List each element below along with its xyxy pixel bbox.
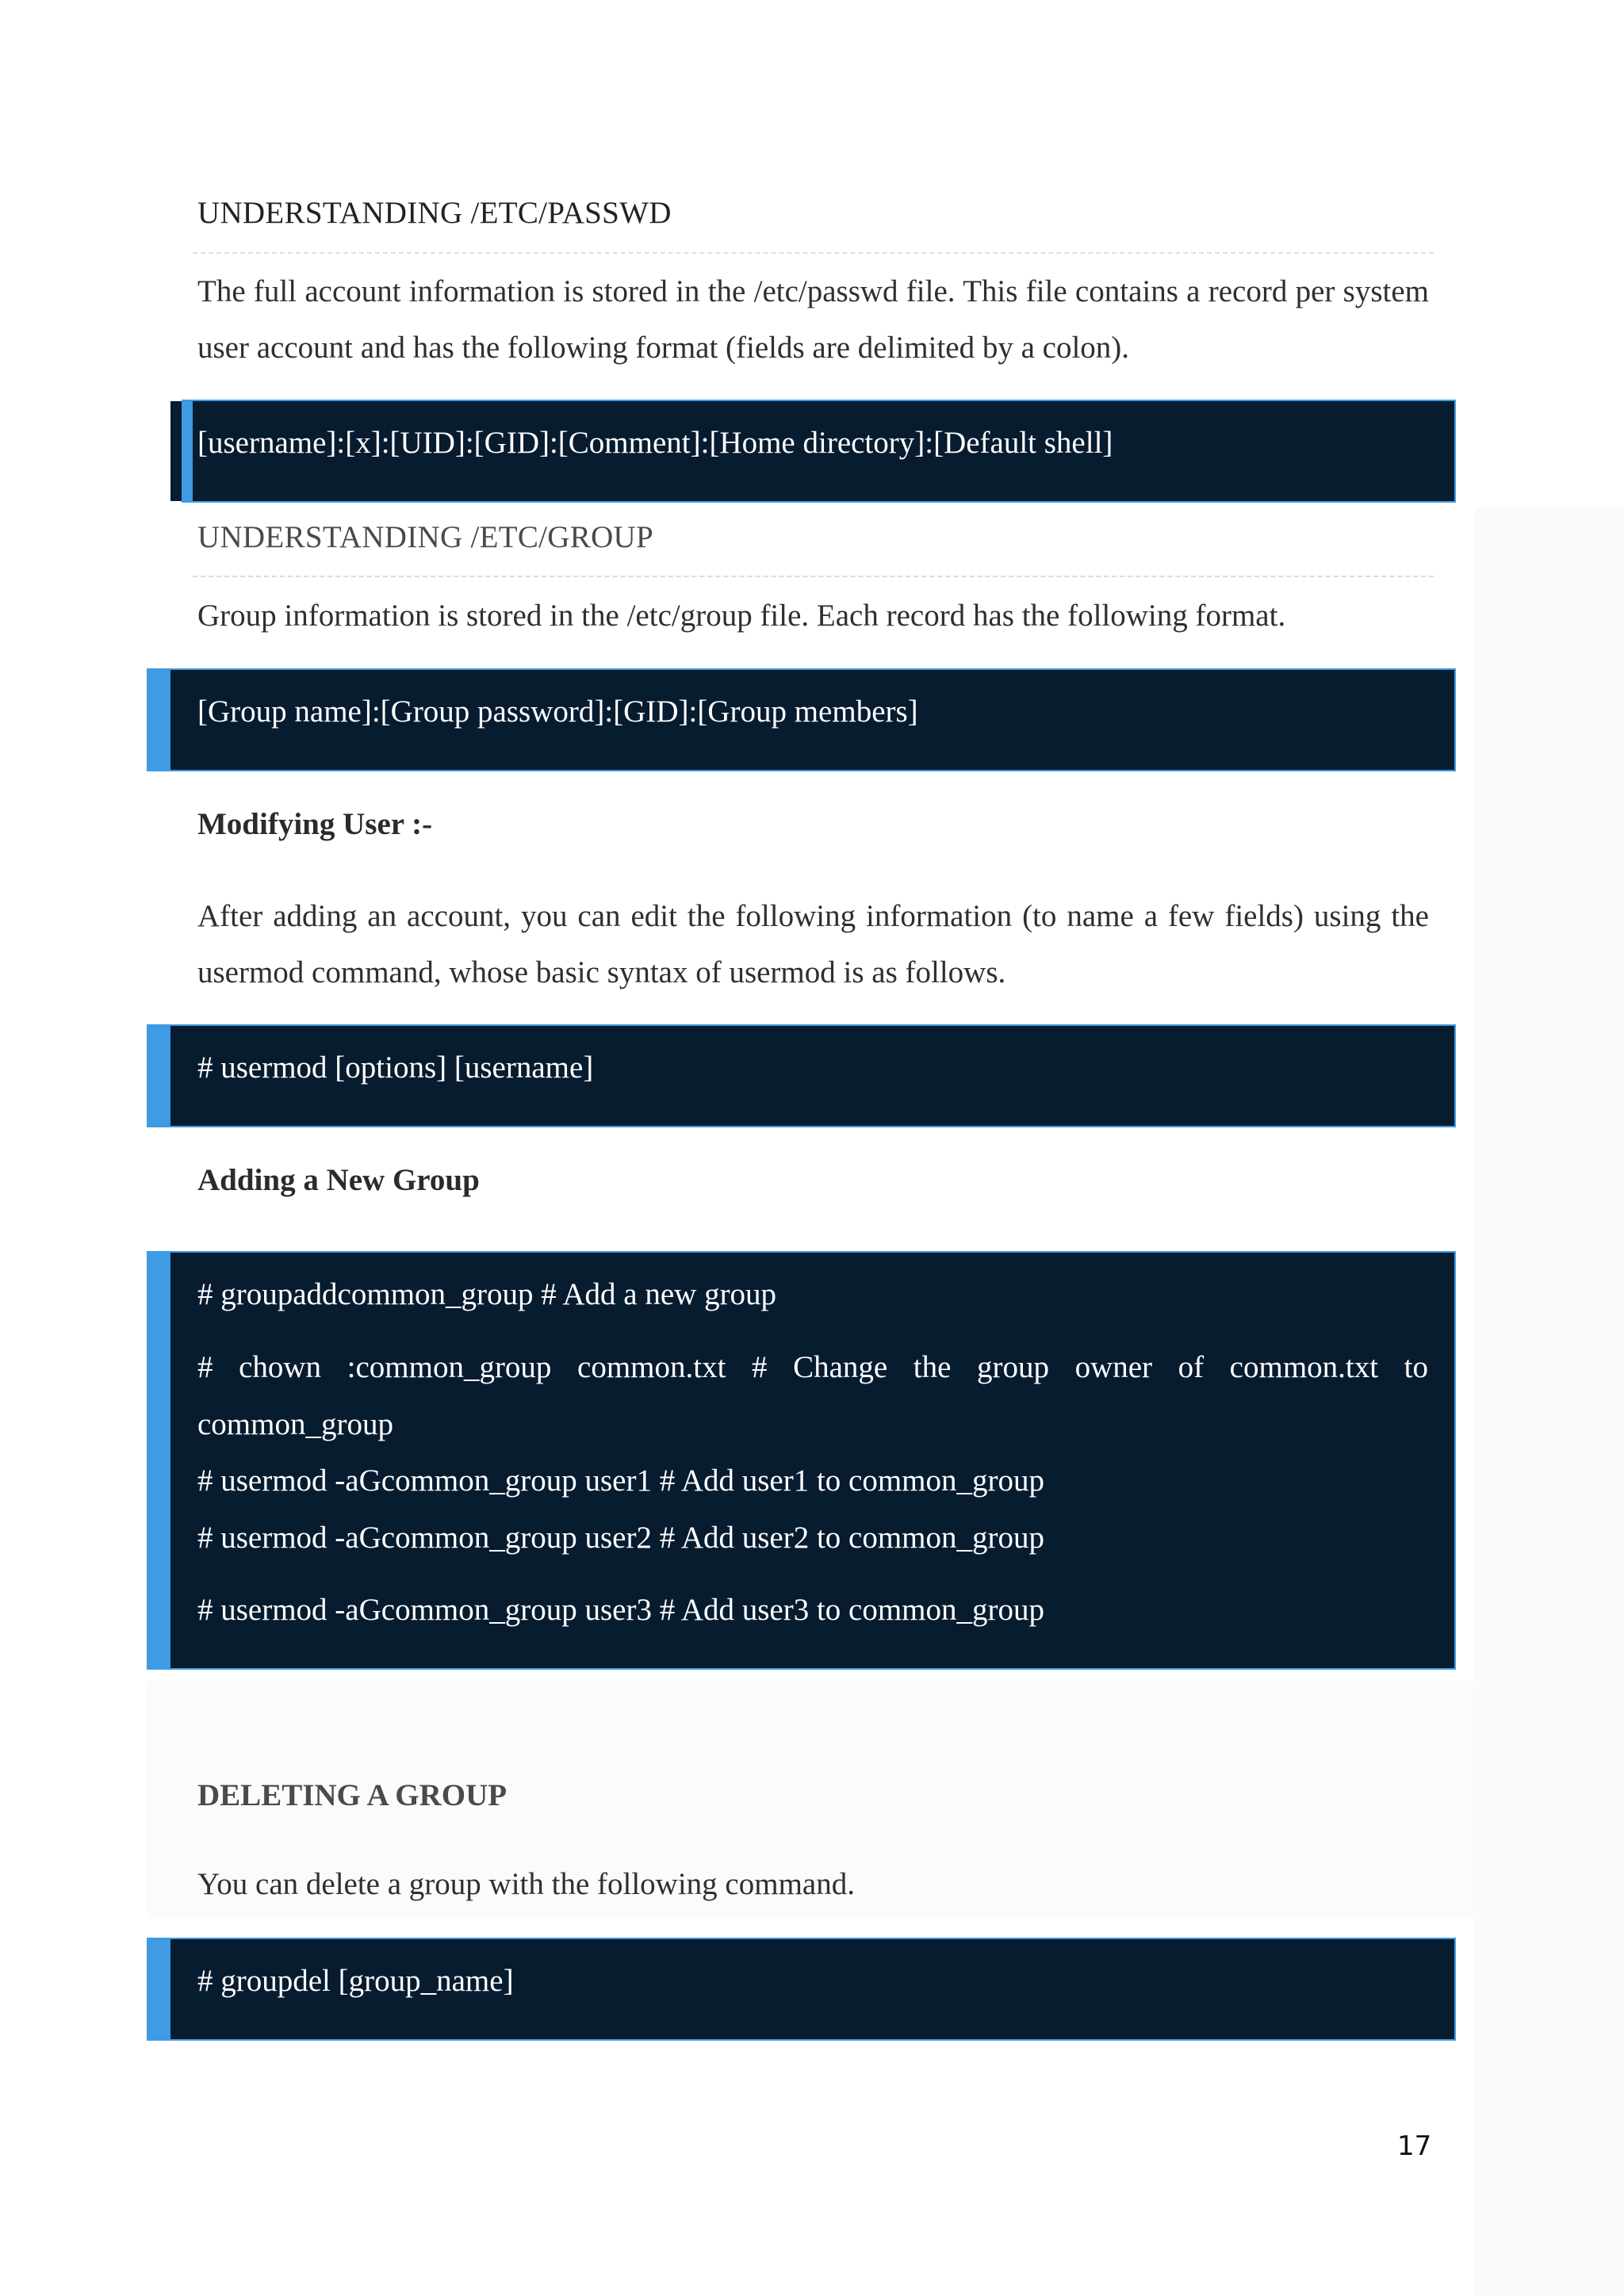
code-line-2: # chown :common_group common.txt # Change the group owner of common.txt to [197, 1350, 1428, 1384]
code-line-5: # usermod -aGcommon_group user2 # Add user2 to common_group [197, 1521, 1045, 1555]
groupdel-code-accent-bar [147, 1938, 170, 2041]
code-line-1: # groupaddcommon_group # Add a new group [197, 1277, 777, 1311]
usermod-code-block [147, 1024, 1456, 1127]
add-group-code-accent-bar [147, 1251, 170, 1670]
passwd-code-accent-bar [183, 400, 193, 503]
modify-heading: Modifying User :- [197, 807, 433, 841]
group-heading: UNDERSTANDING /ETC/GROUP [197, 520, 654, 554]
passwd-heading-rule [193, 252, 1434, 254]
delete-group-heading: DELETING A GROUP [197, 1778, 508, 1812]
groupdel-code-block [147, 1938, 1456, 2041]
modify-paragraph: After adding an account, you can edit the following information (to name a few fields) using the usermod command, whose basic syntax of usermod is as follows. [197, 899, 1429, 989]
usermod-code-text: # usermod [options] [username] [197, 1050, 594, 1085]
group-paragraph: Group information is stored in the /etc/group file. Each record has the following format. [197, 599, 1286, 633]
groupdel-code-text: # groupdel [group_name] [197, 1964, 514, 1998]
passwd-code-text: [username]:[x]:[UID]:[GID]:[Comment]:[Home directory]:[Default shell] [197, 426, 1113, 460]
group-code-accent-bar [147, 668, 170, 771]
passwd-heading: UNDERSTANDING /ETC/PASSWD [197, 196, 672, 230]
code-line-3: common_group [197, 1407, 393, 1441]
delete-group-paragraph: You can delete a group with the following command. [197, 1867, 855, 1901]
add-group-code-block [147, 1251, 1456, 1670]
passwd-paragraph: The full account information is stored in the /etc/passwd file. This file contains a record per system user account and has the following format (fields are delimited by a colon). [197, 274, 1429, 365]
page-shading [1475, 507, 1624, 2296]
passwd-code-block [182, 400, 1456, 503]
usermod-code-accent-bar [147, 1024, 170, 1127]
page-number: 17 [1397, 2130, 1432, 2162]
code-line-4: # usermod -aGcommon_group user1 # Add user1 to common_group [197, 1464, 1045, 1498]
group-code-block [147, 668, 1456, 771]
group-heading-rule [193, 576, 1434, 577]
add-group-heading: Adding a New Group [197, 1163, 480, 1197]
code-line-6: # usermod -aGcommon_group user3 # Add user3 to common_group [197, 1593, 1045, 1627]
group-code-text: [Group name]:[Group password]:[GID]:[Group members] [197, 695, 918, 729]
